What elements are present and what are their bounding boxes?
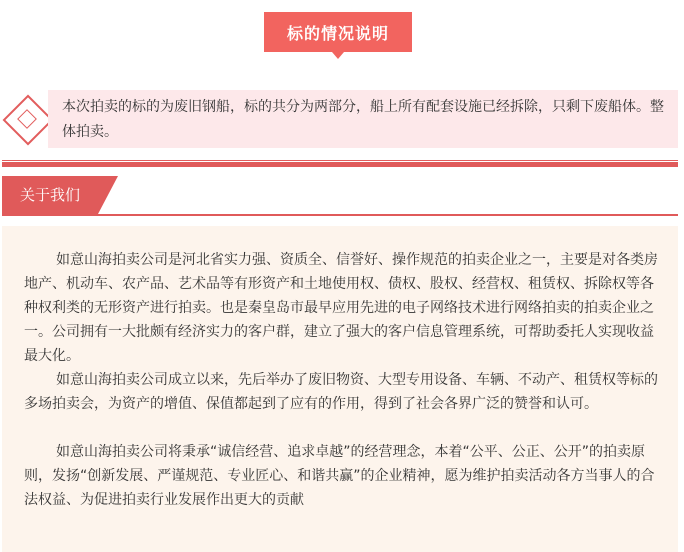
about-us-tab-slant [98, 176, 118, 214]
divider-thick [2, 162, 678, 167]
auction-notice-box [48, 90, 678, 148]
diamond-decoration-icon [2, 90, 52, 148]
about-us-label: 关于我们 [20, 186, 81, 204]
section-title: 标的情况说明 [264, 12, 412, 52]
about-paragraph-3: 如意山海拍卖公司将秉承“诚信经营、追求卓越”的经营理念，本着“公平、公正、公开”的拍卖原则，发扬“创新发展、严谨规范、专业匠心、和谐共赢”的企业精神，愿为维护拍卖活动各方当事人的合法权益、为促进拍卖行业发展作出更大的贡献 [24, 444, 655, 508]
about-us-underline [2, 214, 678, 216]
about-paragraph-2: 如意山海拍卖公司成立以来，先后举办了废旧物资、大型专用设备、车辆、不动产、租赁权等标的多场拍卖会，为资产的增值、保值都起到了应有的作用，得到了社会各界广泛的赞誉和认可。 [24, 372, 658, 412]
section-title-header [0, 0, 684, 60]
title-pointer-arrow [332, 52, 344, 59]
about-paragraph-1: 如意山海拍卖公司是河北省实力强、资质全、信誉好、操作规范的拍卖企业之一，主要是对各类房地产、机动车、农产品、艺术品等有形资产和土地使用权、债权、股权、经营权、租赁权、拆除权等各种权利类的无形资产进行拍卖。也是秦皇岛市最早应用先进的电子网络技术进行网络拍卖的拍卖企业之一。公司拥有一大批颇有经济实力的客户群，建立了强大的客户信息管理系统，可帮助委托人实现收益最大化。 [24, 252, 658, 364]
divider-thin [2, 160, 678, 161]
about-us-tab [2, 176, 98, 214]
about-us-content [2, 226, 678, 552]
auction-notice-text: 本次拍卖的标的为废旧钢船，标的共分为两部分，船上所有配套设施已经拆除，只剩下废船体。整体拍卖。 [62, 99, 664, 140]
